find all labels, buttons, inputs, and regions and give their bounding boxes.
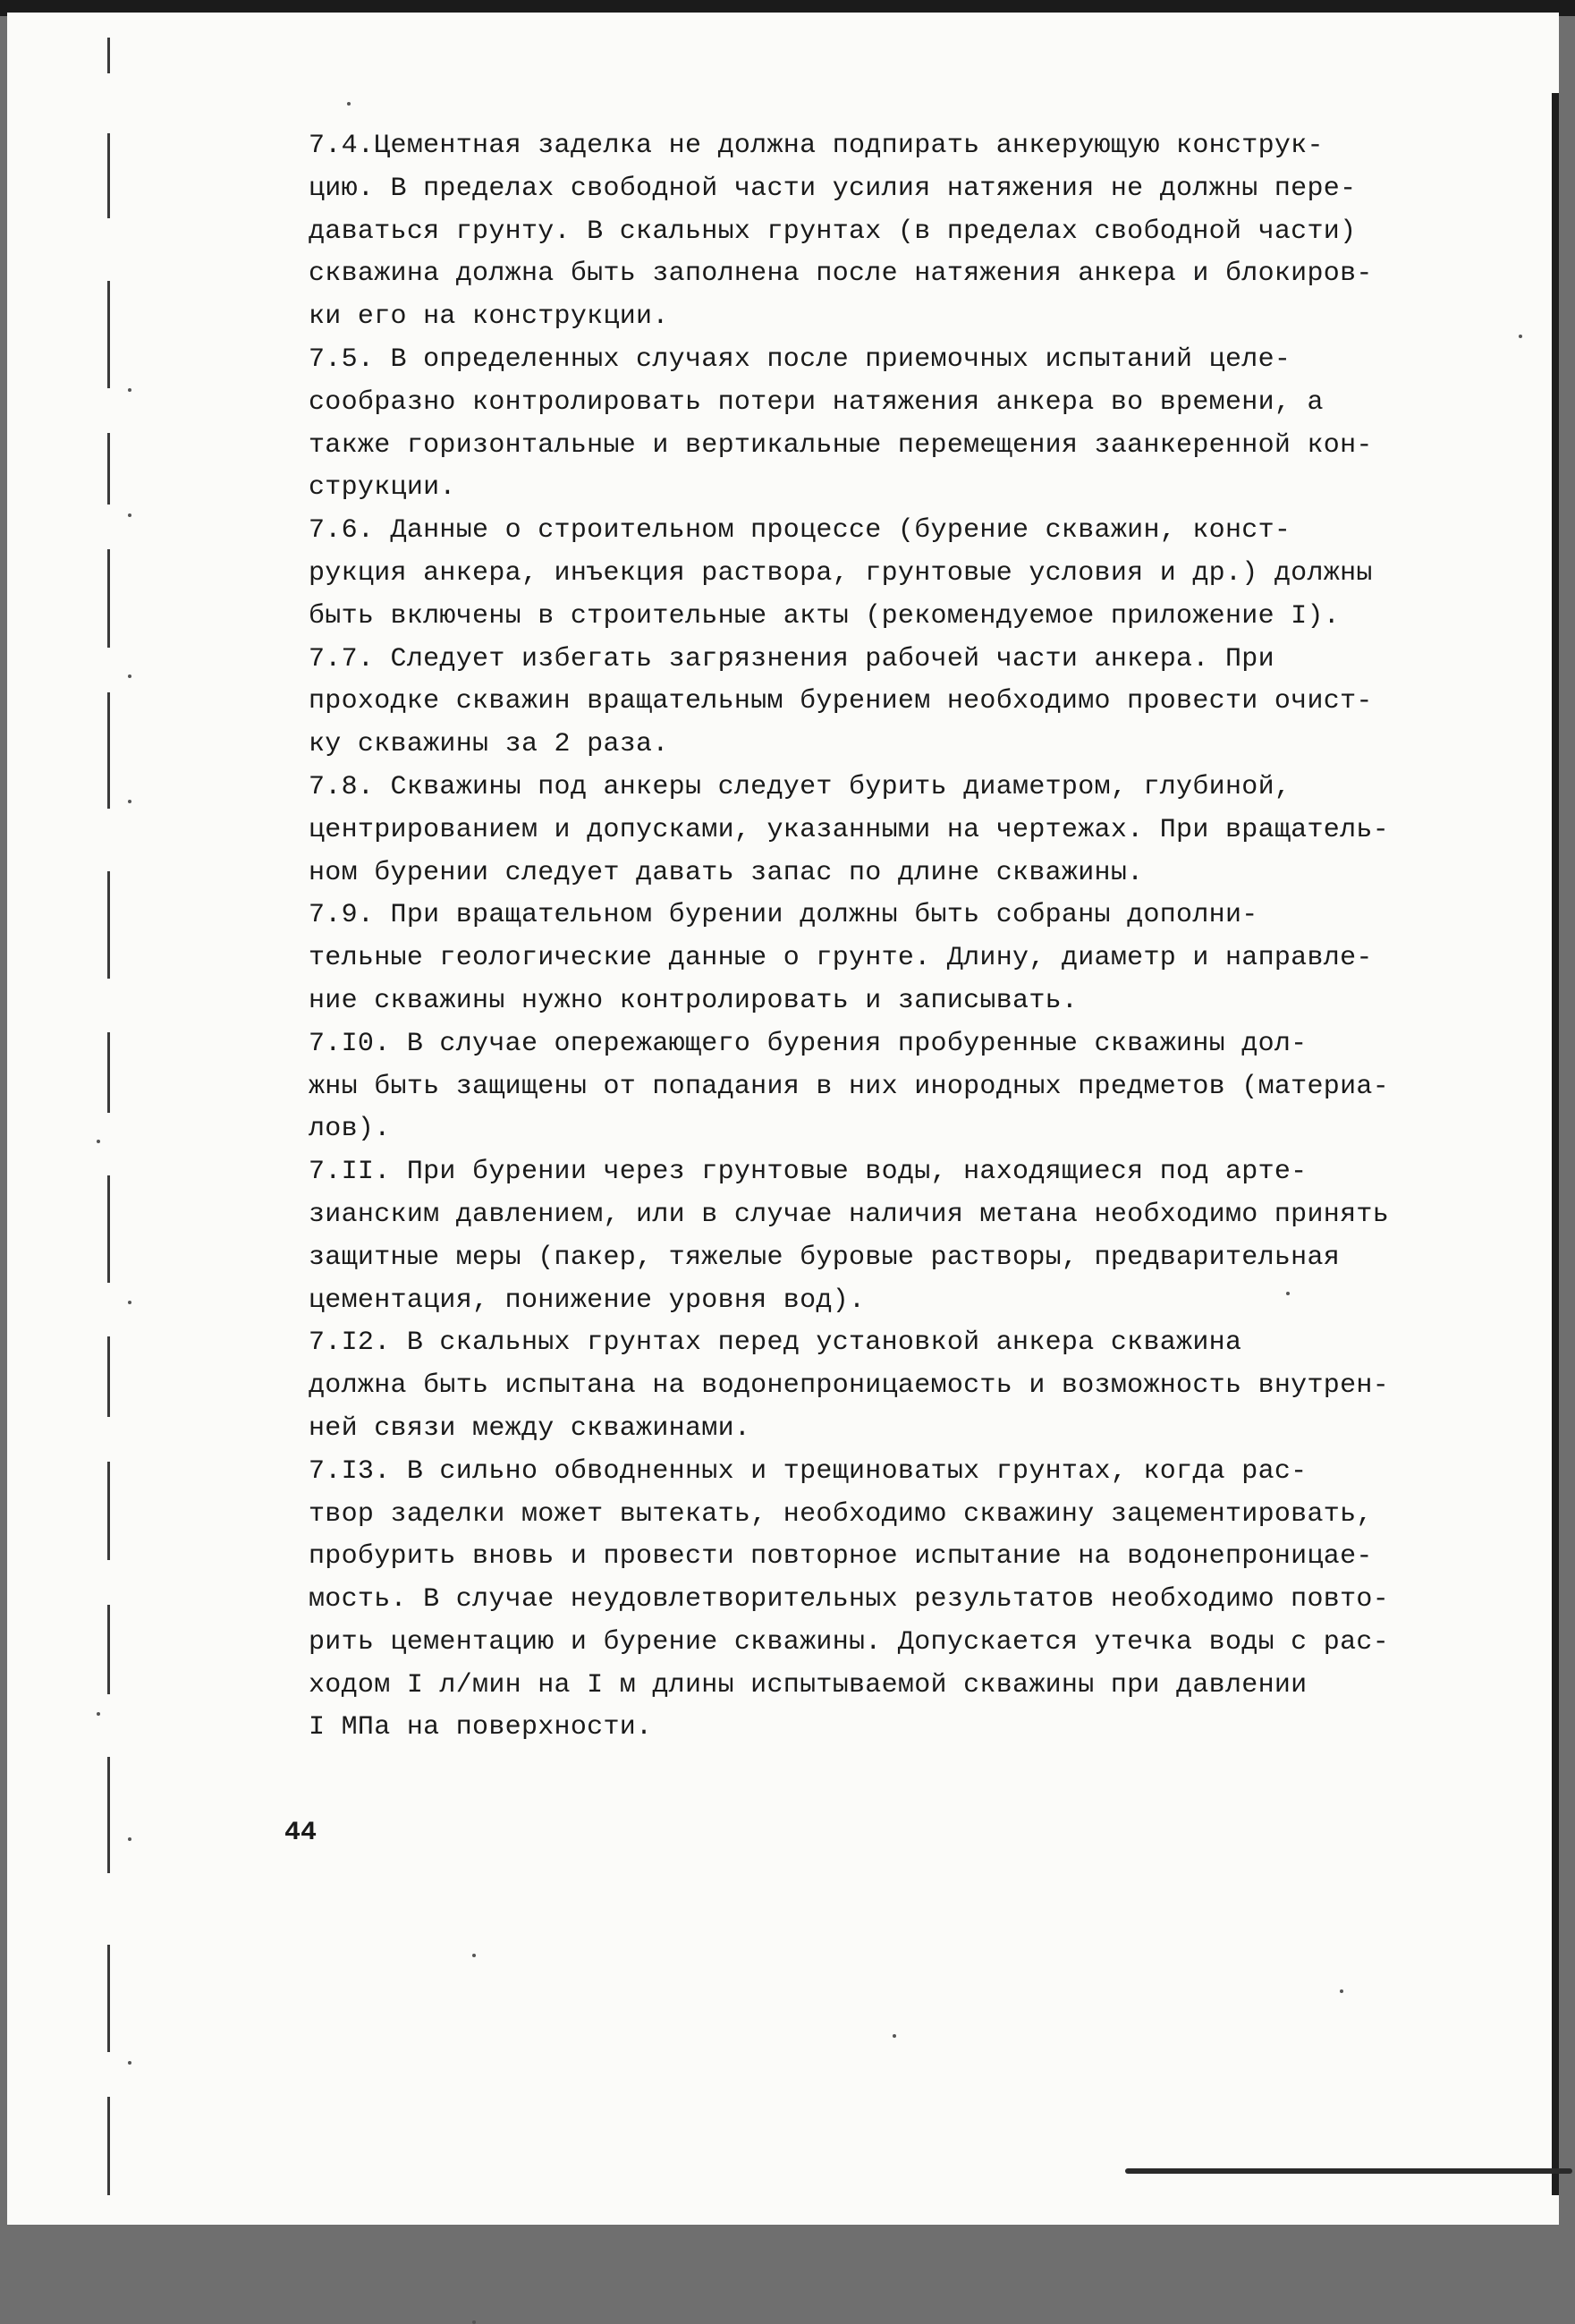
scan-speck bbox=[128, 1837, 131, 1841]
paragraph-7-13: 7.I3. В сильно обводненных и трещиноватых грунтах, когда рас- твор заделки может вытекать, необходимо скважину зацементировать, пробурить вновь и провести повторное испытание на водонепроницае- мость. В случае неудовлетворительных результатов необходимо повто- рить цементацию и бурение скважины. Допускается утечка воды с рас- ходом I л/мин на I м длины испытываемой скважины при давлении I МПа на поверхности. bbox=[309, 1455, 1389, 1743]
binding-mark bbox=[107, 1336, 110, 1417]
binding-mark bbox=[107, 692, 110, 809]
scan-speck bbox=[347, 102, 351, 106]
binding-mark bbox=[107, 38, 110, 73]
scan-bottom-rule bbox=[1125, 2168, 1572, 2174]
scan-speck bbox=[1519, 335, 1522, 338]
binding-mark bbox=[107, 1945, 110, 2052]
scan-speck bbox=[128, 513, 131, 517]
binding-mark bbox=[107, 1032, 110, 1113]
paragraph-7-11: 7.II. При бурении через грунтовые воды, находящиеся под арте- зианским давлением, или в случае наличия метана необходимо принять защитные меры (пакер, тяжелые буровые растворы, предварительная цементация, понижение уровня вод). bbox=[309, 1157, 1389, 1316]
binding-mark bbox=[107, 1175, 110, 1283]
scan-right-edge bbox=[1552, 93, 1559, 2195]
paragraph-7-5: 7.5. В определенных случаях после приемочных испытаний целе- сообразно контролировать потери натяжения анкера во времени, а также горизонтальные и вертикальные перемещения заанкеренной кон- струкции. bbox=[309, 344, 1373, 504]
binding-mark bbox=[107, 133, 110, 218]
binding-mark bbox=[107, 1605, 110, 1694]
scan-speck bbox=[893, 2034, 896, 2038]
paragraph-7-9: 7.9. При вращательном бурении должны быть собраны дополни- тельные геологические данные о грунте. Длину, диаметр и направле- ние скважины нужно контролировать и записывать. bbox=[309, 900, 1373, 1016]
paragraph-7-10: 7.I0. В случае опережающего бурения пробуренные скважины дол- жны быть защищены от попадания в них инородных предметов (материа- лов). bbox=[309, 1028, 1389, 1145]
scan-speck bbox=[128, 674, 131, 678]
paragraph-7-4: 7.4.Цементная заделка не должна подпирать анкерующую конструк- цию. В пределах свободной части усилия натяжения не должны пере- даваться грунту. В скальных грунтах (в пределах свободной части) скважина должна быть заполнена после натяжения анкера и блокиров- ки его на конструкции. bbox=[309, 131, 1373, 333]
binding-mark bbox=[107, 549, 110, 648]
binding-mark bbox=[107, 433, 110, 505]
binding-mark bbox=[107, 281, 110, 388]
binding-mark bbox=[107, 1462, 110, 1560]
binding-mark bbox=[107, 2097, 110, 2195]
scan-speck bbox=[128, 388, 131, 392]
paragraph-7-7: 7.7. Следует избегать загрязнения рабочей части анкера. При проходке скважин вращательным бурением необходимо провести очист- ку скважины за 2 раза. bbox=[309, 643, 1373, 760]
scan-speck bbox=[128, 2061, 131, 2065]
scan-speck bbox=[472, 1954, 476, 1957]
page-number: 44 bbox=[284, 1818, 318, 1848]
binding-mark bbox=[107, 871, 110, 979]
scan-speck bbox=[128, 800, 131, 803]
paragraph-7-12: 7.I2. В скальных грунтах перед установкой анкера скважина должна быть испытана на водонепроницаемость и возможность внутрен- ней связи между скважинами. bbox=[309, 1327, 1389, 1444]
scan-speck bbox=[97, 1140, 100, 1143]
scan-speck bbox=[97, 1712, 100, 1716]
scan-speck bbox=[128, 1301, 131, 1304]
document-body bbox=[309, 125, 1471, 1750]
scan-speck bbox=[1340, 1989, 1343, 1993]
binding-mark bbox=[107, 1757, 110, 1873]
scan-speck bbox=[472, 2320, 476, 2324]
paragraph-7-6: 7.6. Данные о строительном процессе (бурение скважин, конст- рукция анкера, инъекция раствора, грунтовые условия и др.) должны быть включены в строительные акты (рекомендуемое приложение I). bbox=[309, 515, 1373, 632]
paragraph-7-8: 7.8. Скважины под анкеры следует бурить диаметром, глубиной, центрированием и допусками, указанными на чертежах. При вращатель- ном бурении следует давать запас по длине скважины. bbox=[309, 771, 1389, 888]
